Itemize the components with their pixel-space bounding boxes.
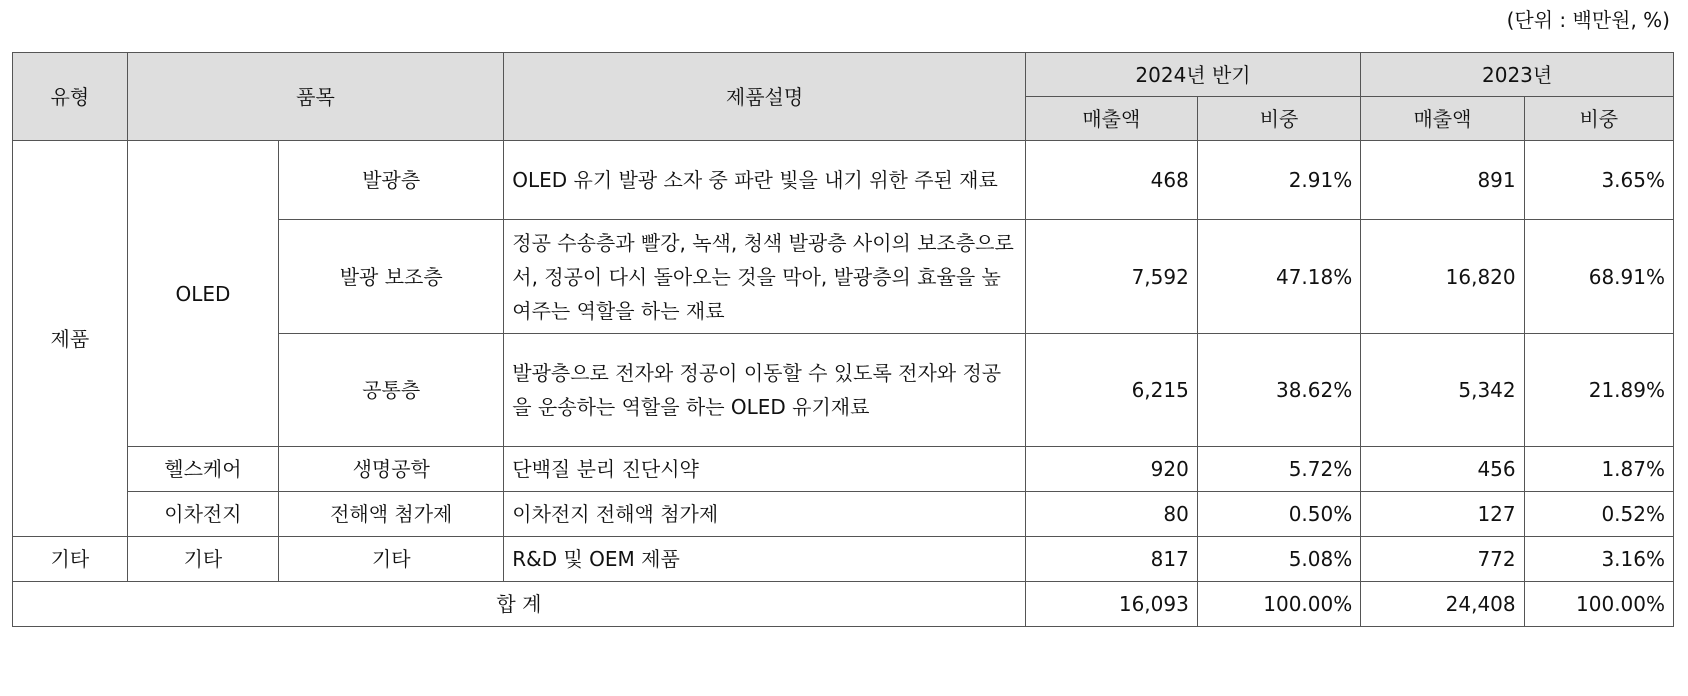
header-item: 품목: [127, 53, 504, 141]
row-share-2023: 68.91%: [1524, 220, 1673, 334]
row-share-2023: 0.52%: [1524, 492, 1673, 537]
total-sales-2023: 24,408: [1361, 582, 1524, 627]
total-share-2024: 100.00%: [1197, 582, 1360, 627]
row-share-2023: 21.89%: [1524, 334, 1673, 447]
table-row: [13, 537, 1674, 582]
row-share-2024: 38.62%: [1197, 334, 1360, 447]
row-share-2023: 3.65%: [1524, 141, 1673, 220]
row-share-2024: 5.72%: [1197, 447, 1360, 492]
row-item: 발광층: [279, 141, 504, 220]
row-desc: OLED 유기 발광 소자 중 파란 빛을 내기 위한 주된 재료: [504, 141, 1026, 220]
group-battery: 이차전지: [127, 492, 278, 537]
row-sales-2023: 456: [1361, 447, 1524, 492]
row-sales-2024: 468: [1025, 141, 1197, 220]
group-product: 제품: [13, 141, 128, 537]
row-item: 발광 보조층: [279, 220, 504, 334]
header-period-2024: 2024년 반기: [1025, 53, 1360, 97]
row-share-2024: 5.08%: [1197, 537, 1360, 582]
row-share-2024: 0.50%: [1197, 492, 1360, 537]
row-sales-2023: 772: [1361, 537, 1524, 582]
header-sales-2023: 매출액: [1361, 97, 1524, 141]
row-share-2024: 2.91%: [1197, 141, 1360, 220]
unit-note: (단위 : 백만원, %): [1506, 8, 1670, 32]
row-sales-2024: 6,215: [1025, 334, 1197, 447]
total-label: 합 계: [13, 582, 1026, 627]
row-sales-2024: 920: [1025, 447, 1197, 492]
header-period-2023: 2023년: [1361, 53, 1674, 97]
header-desc: 제품설명: [504, 53, 1026, 141]
row-item: 공통층: [279, 334, 504, 447]
row-share-2024: 47.18%: [1197, 220, 1360, 334]
row-sales-2023: 5,342: [1361, 334, 1524, 447]
row-sales-2024: 7,592: [1025, 220, 1197, 334]
row-desc: R&D 및 OEM 제품: [504, 537, 1026, 582]
header-sales-2024: 매출액: [1025, 97, 1197, 141]
row-sales-2023: 127: [1361, 492, 1524, 537]
row-item: 생명공학: [279, 447, 504, 492]
row-sales-2024: 817: [1025, 537, 1197, 582]
table-row: [13, 447, 1674, 492]
total-share-2023: 100.00%: [1524, 582, 1673, 627]
row-desc: 발광층으로 전자와 정공이 이동할 수 있도록 전자와 정공을 운송하는 역할을 하는 OLED 유기재료: [504, 334, 1026, 447]
group-other: 기타: [127, 537, 278, 582]
row-desc: 단백질 분리 진단시약: [504, 447, 1026, 492]
table-row: [13, 492, 1674, 537]
row-desc: 정공 수송층과 빨강, 녹색, 청색 발광층 사이의 보조층으로서, 정공이 다시 돌아오는 것을 막아, 발광층의 효율을 높여주는 역할을 하는 재료: [504, 220, 1026, 334]
row-share-2023: 1.87%: [1524, 447, 1673, 492]
total-row: [13, 582, 1674, 627]
group-healthcare: 헬스케어: [127, 447, 278, 492]
row-desc: 이차전지 전해액 첨가제: [504, 492, 1026, 537]
header-type: 유형: [13, 53, 128, 141]
group-other-type: 기타: [13, 537, 128, 582]
row-sales-2023: 16,820: [1361, 220, 1524, 334]
row-share-2023: 3.16%: [1524, 537, 1673, 582]
total-sales-2024: 16,093: [1025, 582, 1197, 627]
row-item: 기타: [279, 537, 504, 582]
header-share-2023: 비중: [1524, 97, 1673, 141]
row-sales-2023: 891: [1361, 141, 1524, 220]
group-oled: OLED: [127, 141, 278, 447]
sales-table: [12, 52, 1674, 627]
header-share-2024: 비중: [1197, 97, 1360, 141]
row-sales-2024: 80: [1025, 492, 1197, 537]
table-row: [13, 141, 1674, 220]
row-item: 전해액 첨가제: [279, 492, 504, 537]
